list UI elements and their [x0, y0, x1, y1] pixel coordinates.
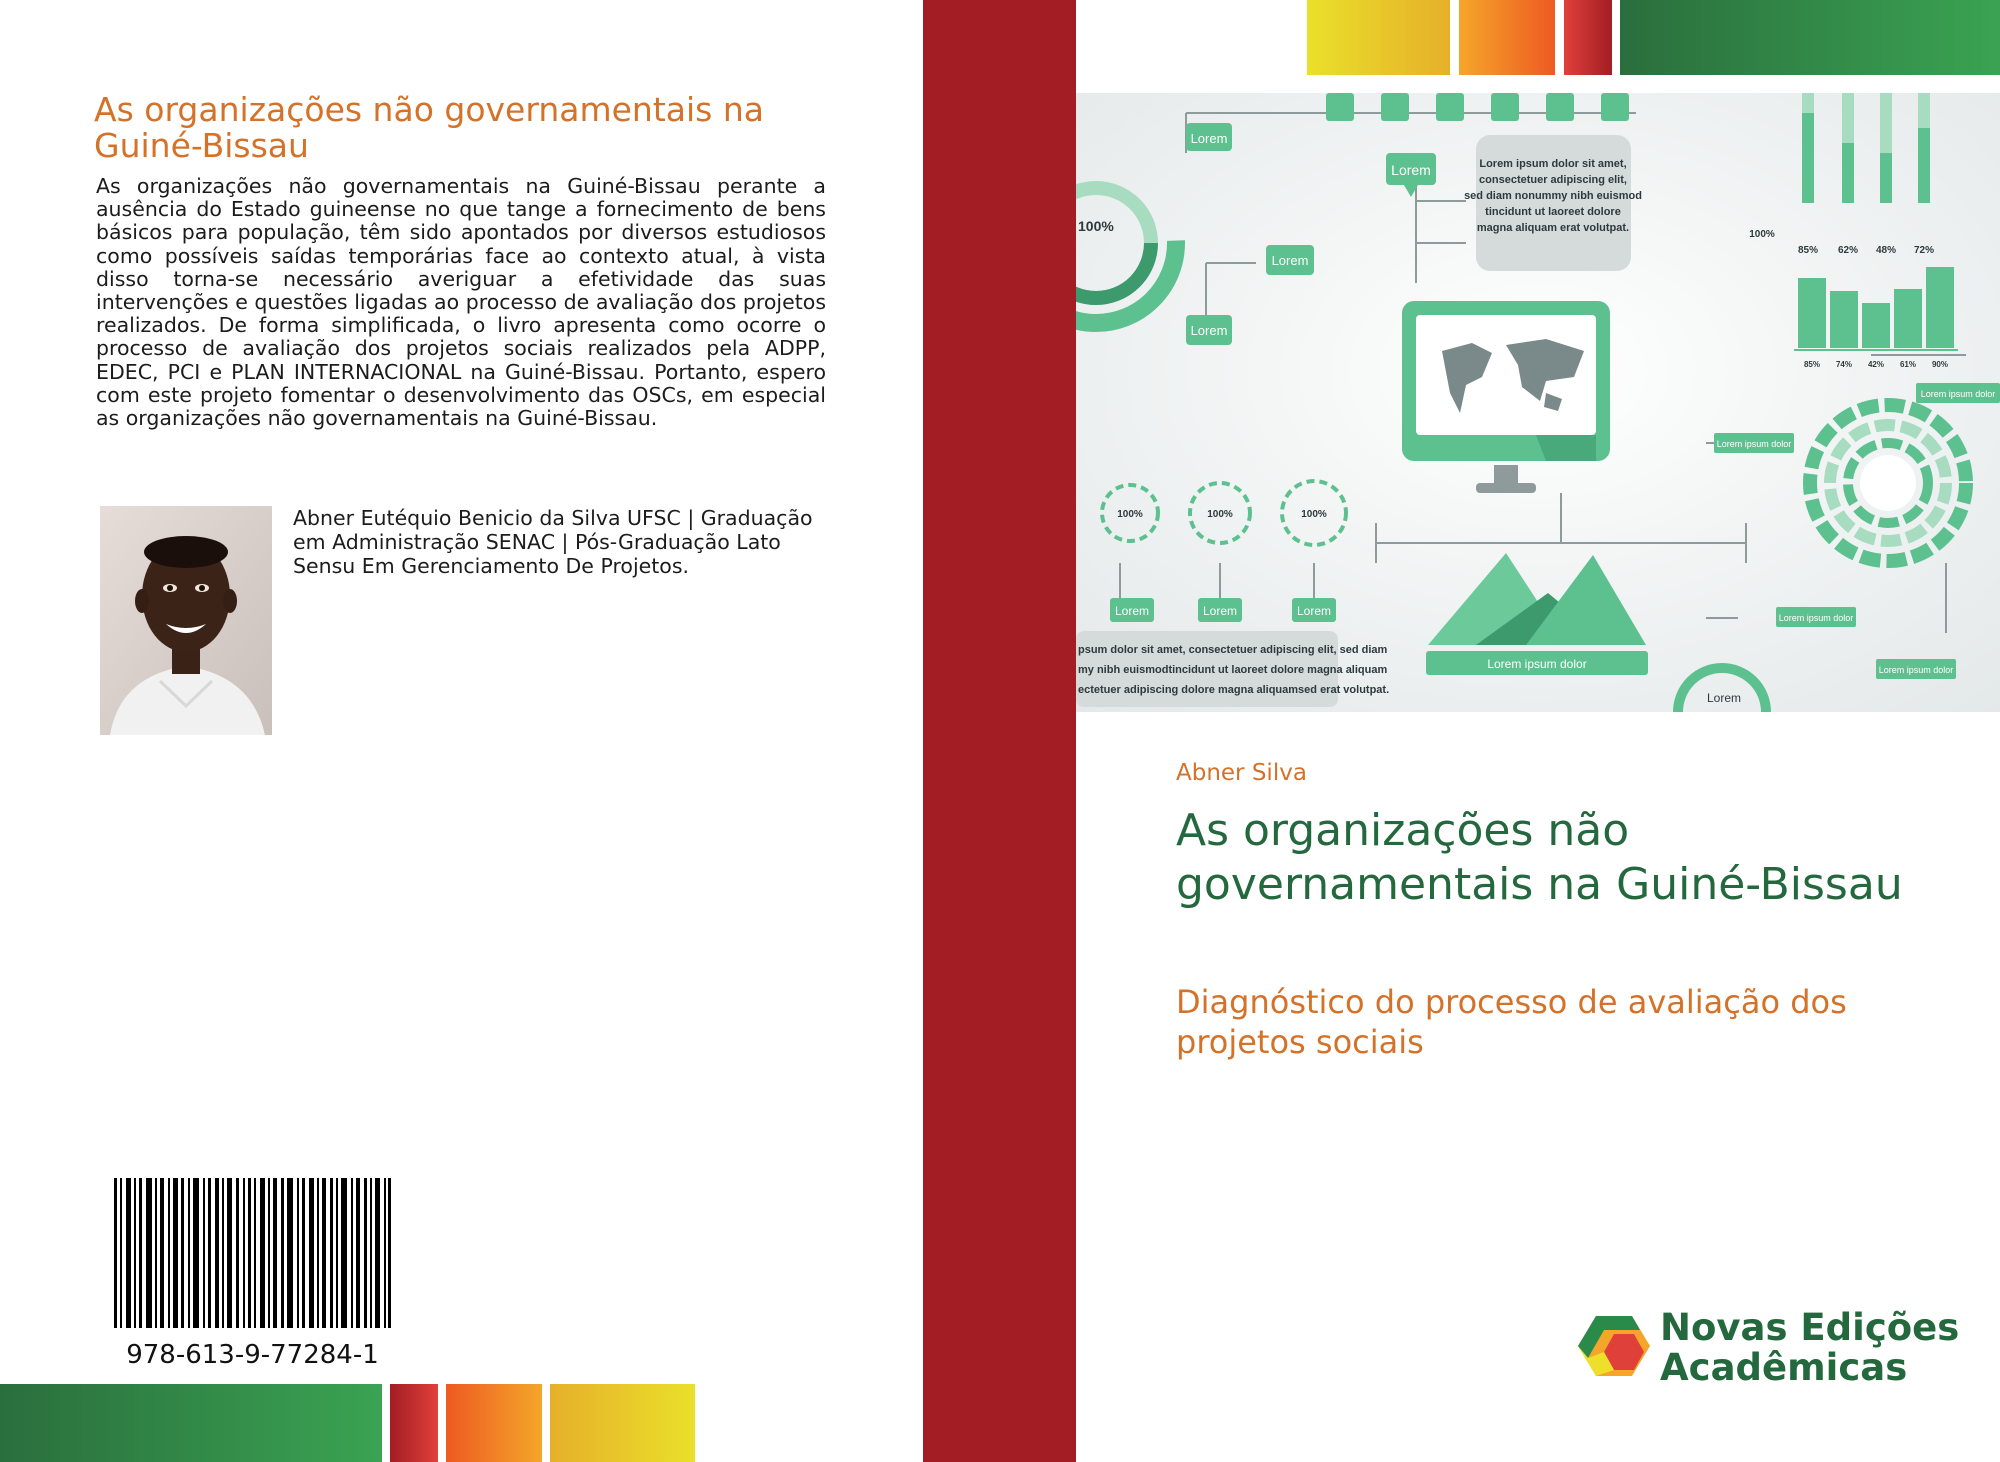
publisher-name-line2: Acadêmicas [1660, 1346, 1908, 1389]
back-color-band-red [390, 1384, 438, 1462]
illustration-label: Lorem ipsum dolor [1878, 665, 1954, 675]
barcode [114, 1178, 391, 1328]
chart-percent: 61% [1899, 360, 1917, 369]
chart-percent: 72% [1913, 245, 1935, 256]
chart-percent: 90% [1931, 360, 1949, 369]
chart-percent: 42% [1867, 360, 1885, 369]
circle-percent: 100% [1301, 509, 1327, 520]
illustration-label: Lorem [1202, 604, 1238, 618]
illustration-label: Lorem [1706, 691, 1742, 705]
front-color-band-red [1564, 0, 1612, 75]
book-spine [923, 0, 1076, 1462]
bottom-text-line: ectetuer adipiscing dolore magna aliquamsed erat volutpat. [1078, 684, 1390, 696]
illustration-label: Lorem ipsum dolor [1920, 389, 1996, 399]
chart-percent: 62% [1837, 245, 1859, 256]
back-cover-title: As organizações não governamentais na Guiné-Bissau [94, 90, 764, 165]
front-subtitle: Diagnóstico do processo de avaliação dos projetos sociais [1176, 983, 1847, 1061]
front-color-band-orange [1459, 0, 1555, 75]
illustration-label: Lorem [1271, 253, 1309, 268]
bottom-text-line: psum dolor sit amet, consectetuer adipiscing elit, sed diam [1078, 644, 1388, 656]
chart-percent: 48% [1875, 245, 1897, 256]
bottom-text-line: my nibh euismodtincidunt ut laoreet dolore magna aliquam [1078, 664, 1388, 676]
cover-illustration [1076, 93, 2000, 712]
bubble-text-line: tincidunt ut laoreet dolore [1485, 206, 1621, 218]
illustration-label: Lorem ipsum dolor [1778, 613, 1854, 623]
author-photo [100, 506, 272, 735]
bubble-text-line: magna aliquam erat volutpat. [1476, 222, 1630, 234]
illustration-label: Lorem [1391, 162, 1431, 178]
back-color-band-green [0, 1384, 382, 1462]
illustration-label: Lorem ipsum dolor [1716, 439, 1792, 449]
front-author-name: Abner Silva [1176, 760, 1307, 786]
illustration-label: Lorem ipsum dolor [1487, 657, 1587, 671]
bubble-text-line: Lorem ipsum dolor sit amet, [1479, 158, 1627, 170]
illustration-label: Lorem [1296, 604, 1332, 618]
isbn-number: 978-613-9-77284-1 [126, 1340, 379, 1370]
back-color-band-orange [446, 1384, 542, 1462]
circle-percent: 100% [1207, 509, 1233, 520]
circle-percent: 100% [1117, 509, 1143, 520]
front-color-band-green [1620, 0, 2000, 75]
illustration-label: Lorem [1190, 323, 1228, 338]
bubble-text-line: consectetuer adipiscing elit, [1479, 174, 1627, 186]
chart-percent: 74% [1835, 360, 1853, 369]
front-title: As organizações não governamentais na Guiné-Bissau [1176, 805, 1903, 910]
publisher-name-line1: Novas Edições [1660, 1306, 1960, 1349]
donut-percent: 100% [1078, 218, 1114, 234]
publisher-name [1660, 1308, 1959, 1388]
chart-percent: 85% [1797, 245, 1819, 256]
author-bio: Abner Eutéquio Benicio da Silva UFSC | Graduação em Administração SENAC | Pós-Graduação Lato Sensu Em Gerenciamento De Projetos. [293, 506, 813, 578]
illustration-label: Lorem [1190, 131, 1228, 146]
chart-percent: 85% [1803, 360, 1821, 369]
chart-percent: 100% [1749, 229, 1775, 240]
bubble-text-line: sed diam nonummy nibh euismod [1464, 190, 1642, 202]
publisher-logo-icon [1574, 1306, 1654, 1386]
back-cover-blurb: As organizações não governamentais na Guiné-Bissau perante a ausência do Estado guineense no que tange a fornecimento de bens básicos para população, têm sido apontados por diversos estudiosos como possíveis saídas temporárias face ao contexto atual, à vista disso torna-se necessário averiguar a efetividade das suas intervenções e questões ligadas ao processo de avaliação dos projetos realizados. De forma simplificada, o livro apresenta como ocorre o processo de avaliação dos projetos sociais realizados pela ADPP, EDEC, PCI e PLAN INTERNACIONAL na Guiné-Bissau. Portanto, espero com este projeto fomentar o desenvolvimento das OSCs, em especial as organizações não governamentais na Guiné-Bissau. [96, 174, 826, 431]
front-color-band-yellow [1307, 0, 1450, 75]
illustration-label: Lorem [1114, 604, 1150, 618]
back-color-band-yellow [550, 1384, 695, 1462]
